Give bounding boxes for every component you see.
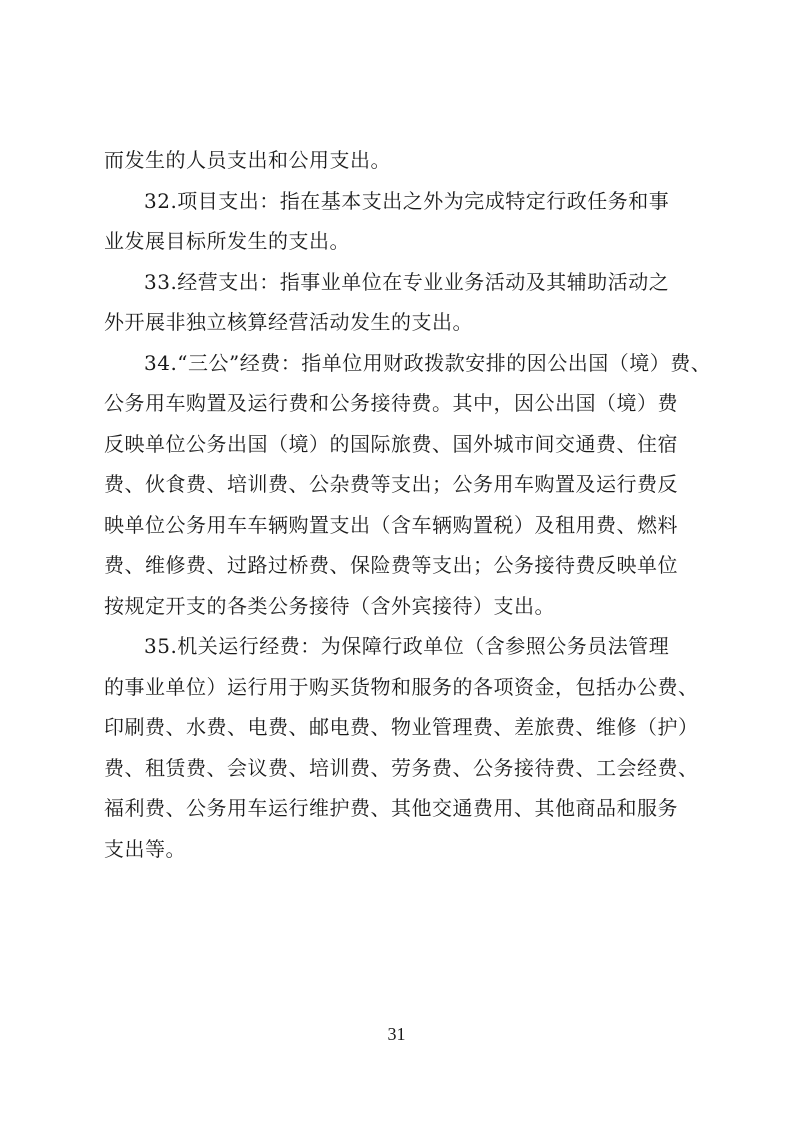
- page-number: 31: [387, 1024, 406, 1044]
- text-line: 按规定开支的各类公务接待（含外宾接待）支出。: [104, 593, 555, 618]
- text-line: 的事业单位）运行用于购买货物和服务的各项资金，包括办公费、: [104, 674, 699, 699]
- text-line: 公务用车购置及运行费和公务接待费。其中，因公出国（境）费: [104, 391, 678, 415]
- text-line: 费、租赁费、会议费、培训费、劳务费、公务接待费、工会经费、: [104, 755, 699, 780]
- document-body: [104, 140, 712, 869]
- text-line: 印刷费、水费、电费、邮电费、物业管理费、差旅费、维修（护）: [104, 715, 699, 739]
- text-line: 支出等。: [104, 836, 186, 861]
- text-line: 费、维修费、过路过桥费、保险费等支出；公务接待费反映单位: [104, 553, 678, 577]
- text-line: 外开展非独立核算经营活动发生的支出。: [104, 310, 473, 334]
- paragraph-33-start: 33.经营支出：指事业单位在专业业务活动及其辅助活动之: [144, 269, 670, 294]
- paragraph-35-start: 35.机关运行经费：为保障行政单位（含参照公务员法管理: [144, 634, 670, 658]
- text-line: 费、伙食费、培训费、公杂费等支出；公务用车购置及运行费反: [104, 472, 678, 496]
- text-line: 业发展目标所发生的支出。: [104, 229, 350, 253]
- text-line: 映单位公务用车车辆购置支出（含车辆购置税）及租用费、燃料: [104, 512, 678, 537]
- text-line: 福利费、公务用车运行维护费、其他交通费用、其他商品和服务: [104, 796, 678, 820]
- paragraph-34-start: 34.“三公”经费：指单位用财政拨款安排的因公出国（境）费、: [144, 350, 712, 375]
- paragraph-32-start: 32.项目支出：指在基本支出之外为完成特定行政任务和事: [144, 188, 670, 213]
- text-line: 而发生的人员支出和公用支出。: [104, 148, 391, 172]
- text-line: 反映单位公务出国（境）的国际旅费、国外城市间交通费、住宿: [104, 431, 678, 456]
